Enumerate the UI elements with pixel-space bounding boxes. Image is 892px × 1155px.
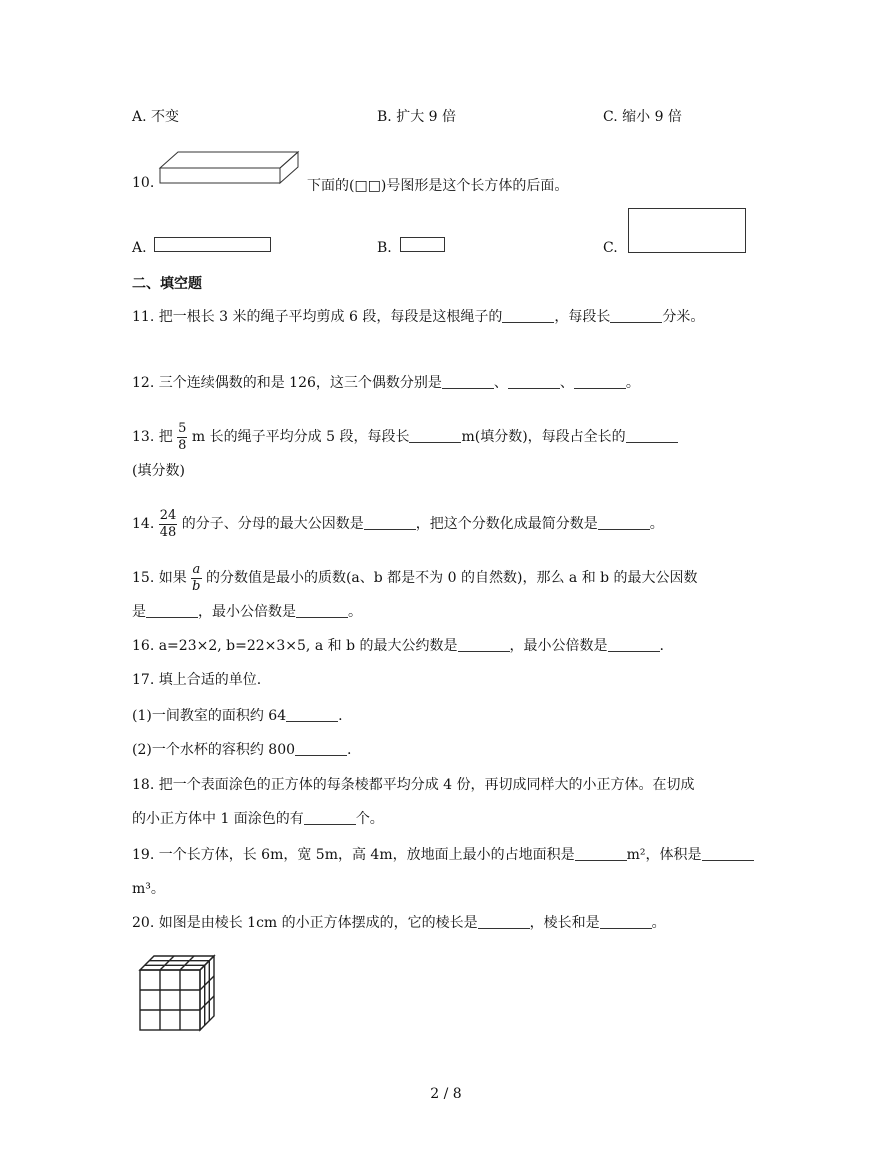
q12-end: 。 (625, 375, 640, 391)
q18-text-2: 的小正方体中 1 面涂色的有 (132, 811, 304, 827)
q14-text-1: 的分子、分母的最大公因数是 (181, 516, 364, 532)
q15-fraction (191, 562, 201, 595)
q19-line-1 (132, 845, 754, 865)
q20-text-1: 20. 如图是由棱长 1cm 的小正方体摆成的，它的棱长是 (132, 915, 478, 931)
q15-frac-num: a (192, 561, 201, 577)
q11 (132, 307, 704, 327)
q14-blank-2[interactable] (598, 515, 650, 530)
q19-line-2: m³。 (132, 881, 165, 897)
q16-text-2: ，最小公倍数是 (509, 638, 608, 654)
q19-blank-2[interactable] (702, 846, 754, 861)
q10-number: 10. (132, 175, 155, 191)
q15-blank-1[interactable] (146, 603, 198, 618)
option-a-rectangle (154, 237, 272, 253)
q12 (132, 373, 640, 393)
q15-text-1: 的分数值是最小的质数(a、b 都是不为 0 的自然数)，那么 a 和 b 的最大公因数 (205, 570, 698, 586)
q14-fraction (159, 508, 178, 541)
q14-end: 。 (649, 516, 664, 532)
q19-blank-1[interactable] (575, 846, 627, 861)
q13-blank-2[interactable] (626, 428, 678, 443)
option-c-rectangle (628, 208, 748, 254)
q14-number: 14. (132, 516, 155, 532)
q9-option-a: A. 不变 (132, 109, 180, 125)
q17-item-1-text: (1)一间教室的面积约 64 (132, 708, 287, 724)
q13-fraction (177, 421, 187, 454)
section-title: 二、填空题 (132, 276, 202, 292)
q12-sep-2: 、 (559, 375, 574, 391)
q15-text-2: 是 (132, 604, 146, 620)
q11-text-3: 分米。 (662, 309, 705, 325)
q13-text-1: 13. 把 (132, 429, 173, 445)
q18-line-2 (132, 809, 384, 829)
cube-figure (138, 954, 220, 1036)
q18-blank[interactable] (304, 810, 356, 825)
q20 (132, 913, 666, 933)
q13-blank-1[interactable] (409, 428, 461, 443)
q17-title: 17. 填上合适的单位. (132, 672, 262, 688)
q17-item-2-end: . (347, 742, 352, 758)
q15-number: 15. 如果 (132, 570, 187, 586)
q19-text-2: m²，体积是 (626, 847, 702, 863)
q9-option-b: B. 扩大 9 倍 (377, 109, 456, 125)
q10-option-b-label: B. (377, 240, 392, 256)
q11-blank-2[interactable] (610, 308, 662, 323)
q11-text-1: 11. 把一根长 3 米的绳子平均剪成 6 段，每段是这根绳子的 (132, 309, 503, 325)
q15 (132, 560, 698, 596)
q16-blank-1[interactable] (458, 637, 510, 652)
q12-sep-1: 、 (493, 375, 508, 391)
cuboid-figure (160, 150, 300, 186)
q14 (132, 506, 664, 542)
q17-item-1-end: . (338, 708, 343, 724)
q12-blank-1[interactable] (442, 374, 494, 389)
q13-frac-num: 5 (178, 420, 187, 436)
q19-text-1: 19. 一个长方体，长 6m，宽 5m，高 4m，放地面上最小的占地面积是 (132, 847, 575, 863)
q13-line-2: (填分数) (132, 463, 185, 479)
q17-blank-1[interactable] (286, 707, 338, 722)
q11-text-2: ，每段长 (554, 309, 611, 325)
q14-frac-den: 48 (159, 524, 177, 540)
q13-frac-den: 8 (178, 437, 187, 453)
q20-blank-2[interactable] (600, 914, 652, 929)
q17-item-2 (132, 740, 351, 760)
q16-blank-2[interactable] (608, 637, 660, 652)
q15-blank-2[interactable] (296, 603, 348, 618)
q17-item-1 (132, 706, 343, 726)
q12-text-1: 12. 三个连续偶数的和是 126，这三个偶数分别是 (132, 375, 442, 391)
q13-text-3: m(填分数)，每段占全长的 (461, 429, 626, 445)
q18-line-1: 18. 把一个表面涂色的正方体的每条棱都平均分成 4 份，再切成同样大的小正方体。在切成 (132, 777, 695, 793)
q14-blank-1[interactable] (364, 515, 416, 530)
q15-end: 。 (348, 604, 362, 620)
q16-end: . (659, 638, 664, 654)
q15-frac-den: b (192, 578, 201, 594)
q11-blank-1[interactable] (502, 308, 554, 323)
q14-frac-num: 24 (159, 507, 177, 523)
q13-text-2: m 长的绳子平均分成 5 段，每段长 (191, 429, 410, 445)
q12-blank-3[interactable] (574, 374, 626, 389)
q10-question: 下面的(□□)号图形是这个长方体的后面。 (307, 178, 569, 194)
q20-end: 。 (651, 915, 666, 931)
q18-text-3: 个。 (355, 811, 384, 827)
q10-option-c-label: C. (603, 240, 618, 256)
q20-text-2: ，棱长和是 (529, 915, 600, 931)
q10-option-a-label: A. (132, 240, 147, 256)
q16 (132, 636, 664, 656)
page-number: 2 / 8 (430, 1086, 462, 1102)
q9-option-c: C. 缩小 9 倍 (603, 109, 682, 125)
option-b-rectangle (400, 237, 446, 253)
q16-text-1: 16. a=23×2, b=22×3×5, a 和 b 的最大公约数是 (132, 638, 458, 654)
q20-blank-1[interactable] (478, 914, 530, 929)
q12-blank-2[interactable] (508, 374, 560, 389)
q17-item-2-text: (2)一个水杯的容积约 800 (132, 742, 296, 758)
q15-text-3: ，最小公倍数是 (198, 604, 296, 620)
q14-text-2: ，把这个分数化成最简分数是 (415, 516, 598, 532)
q13 (132, 419, 678, 455)
q17-blank-2[interactable] (295, 741, 347, 756)
q15-line-2 (132, 602, 362, 622)
